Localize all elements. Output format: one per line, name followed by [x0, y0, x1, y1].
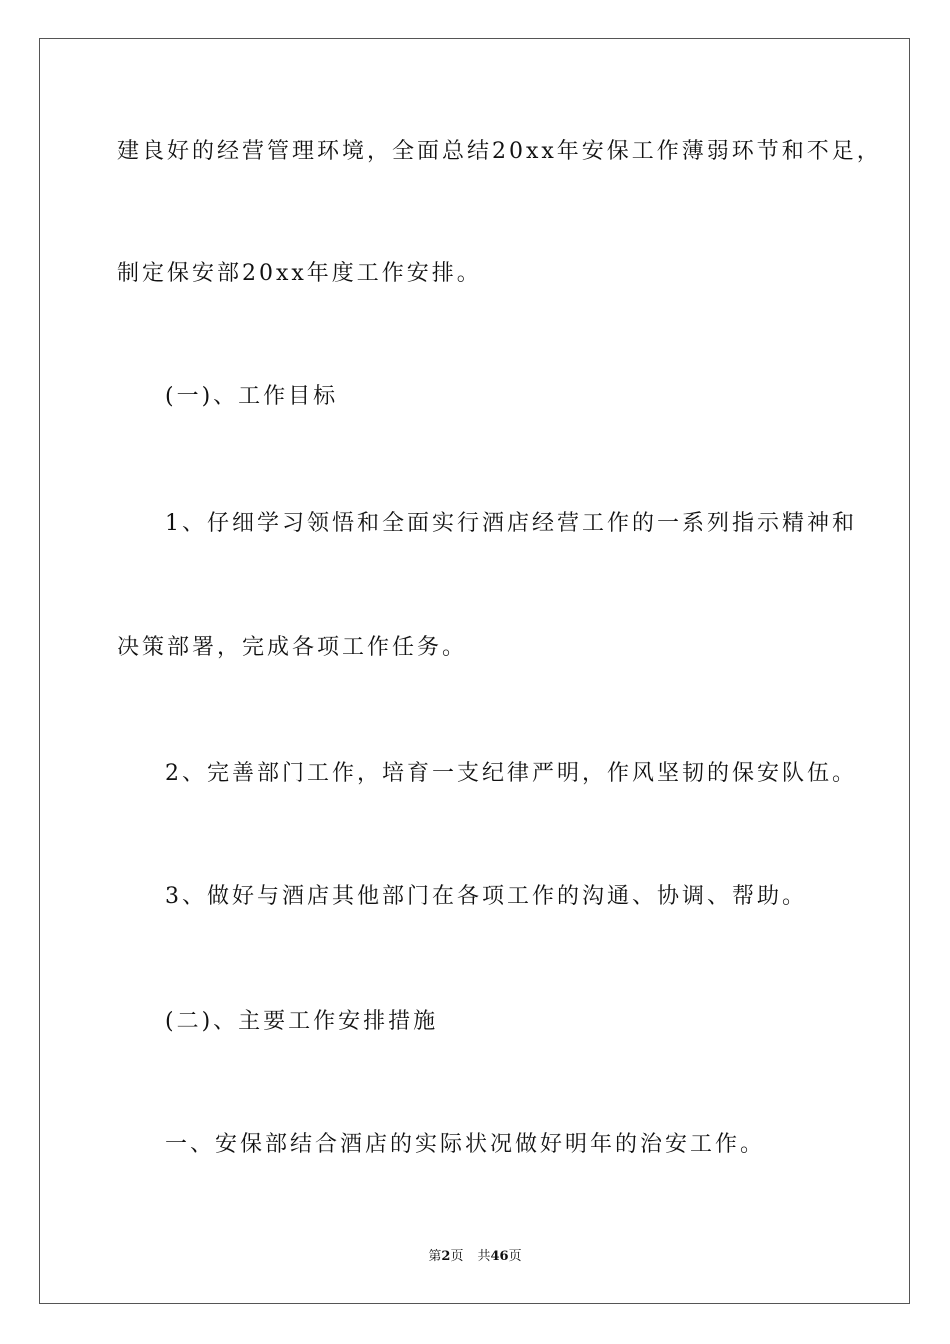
measure-item-1: 一、安保部结合酒店的实际状况做好明年的治安工作。 [165, 1132, 766, 1157]
page-prefix: 第 [428, 1249, 442, 1264]
total-pages: 46 [490, 1249, 509, 1264]
goal-item-2: 2、完善部门工作，培育一支纪律严明，作风坚韧的保安队伍。 [165, 761, 857, 786]
goal-item-3: 3、做好与酒店其他部门在各项工作的沟通、协调、帮助。 [165, 884, 807, 909]
total-suffix: 页 [508, 1249, 522, 1264]
page-border [39, 38, 910, 1304]
section-heading-measures: (二)、主要工作安排措施 [165, 1009, 439, 1034]
page-suffix: 页 [450, 1249, 464, 1264]
body-line-1: 建良好的经营管理环境，全面总结20xx年安保工作薄弱环节和不足， [117, 139, 882, 164]
goal-item-1-line-2: 决策部署，完成各项工作任务。 [117, 635, 468, 660]
section-heading-goals: (一)、工作目标 [165, 384, 339, 409]
body-line-2: 制定保安部20xx年度工作安排。 [117, 261, 482, 286]
goal-item-1-line-1: 1、仔细学习领悟和全面实行酒店经营工作的一系列指示精神和 [165, 511, 857, 536]
total-prefix: 共 [477, 1249, 491, 1264]
page-number: 2 [441, 1249, 451, 1264]
page-footer [0, 1248, 950, 1266]
